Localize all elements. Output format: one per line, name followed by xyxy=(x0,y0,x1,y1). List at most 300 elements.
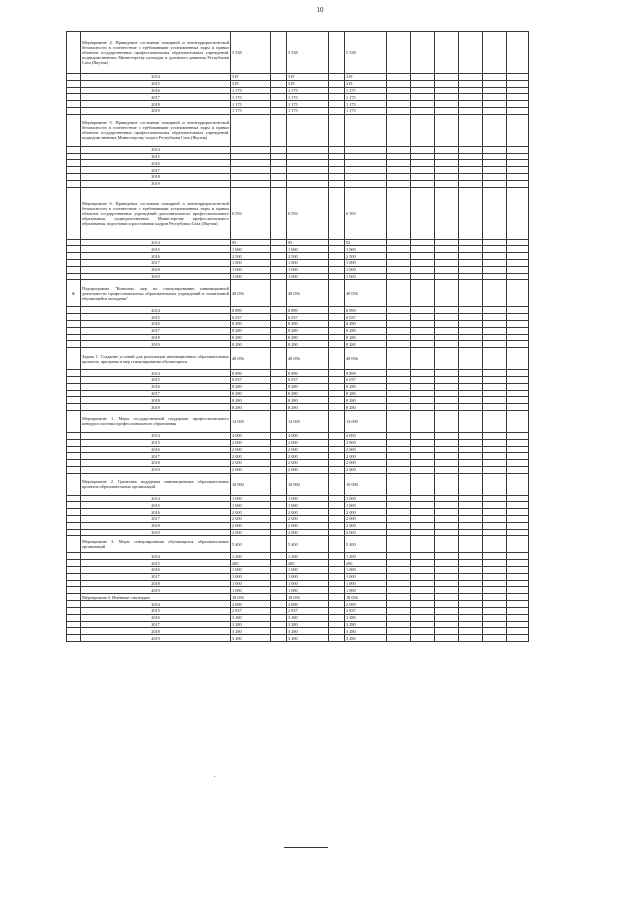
empty-cell xyxy=(387,594,411,601)
empty-cell xyxy=(435,314,459,321)
year-cell: 2014 xyxy=(81,495,231,502)
empty-cell xyxy=(411,608,435,615)
empty-cell xyxy=(483,601,507,608)
row-number-cell xyxy=(67,502,81,509)
empty-cell xyxy=(411,628,435,635)
total-value-cell: 5 338 xyxy=(231,32,271,74)
table-row-year xyxy=(67,587,529,594)
year-cell: 2016 xyxy=(81,87,231,94)
empty-cell xyxy=(459,146,483,153)
empty-cell xyxy=(483,466,507,473)
republic-value-cell: 319 xyxy=(345,80,387,87)
empty-cell xyxy=(271,259,287,266)
row-number-cell xyxy=(67,567,81,574)
empty-cell xyxy=(411,573,435,580)
empty-cell xyxy=(329,580,345,587)
empty-cell xyxy=(483,327,507,334)
empty-cell xyxy=(483,239,507,246)
empty-cell xyxy=(329,397,345,404)
empty-cell xyxy=(387,114,411,146)
empty-cell xyxy=(483,621,507,628)
empty-cell xyxy=(387,573,411,580)
empty-cell xyxy=(459,446,483,453)
empty-cell xyxy=(483,536,507,553)
empty-cell xyxy=(435,594,459,601)
empty-cell xyxy=(435,370,459,377)
empty-cell xyxy=(387,246,411,253)
republic-value-cell: 2 000 xyxy=(345,466,387,473)
budget-value-cell: 8 280 xyxy=(287,390,329,397)
empty-cell xyxy=(483,107,507,114)
empty-cell xyxy=(387,560,411,567)
empty-cell xyxy=(387,80,411,87)
empty-cell xyxy=(483,259,507,266)
budget-value-cell xyxy=(287,153,329,160)
empty-cell xyxy=(483,628,507,635)
empty-cell xyxy=(459,628,483,635)
empty-cell xyxy=(435,94,459,101)
budget-value-cell: 319 xyxy=(287,74,329,81)
republic-value-cell: 1 000 xyxy=(345,580,387,587)
empty-cell xyxy=(411,87,435,94)
empty-cell xyxy=(483,153,507,160)
year-cell: 2016 xyxy=(81,253,231,260)
total-value-cell xyxy=(231,153,271,160)
empty-cell xyxy=(435,307,459,314)
budget-value-cell: 2 837 xyxy=(287,608,329,615)
table-row-year xyxy=(67,266,529,273)
empty-cell xyxy=(483,114,507,146)
row-number-cell xyxy=(67,601,81,608)
empty-cell xyxy=(459,614,483,621)
empty-cell xyxy=(483,376,507,383)
empty-cell xyxy=(411,327,435,334)
republic-value-cell: 2 000 xyxy=(345,529,387,536)
empty-cell xyxy=(507,608,529,615)
republic-value-cell xyxy=(345,173,387,180)
budget-value-cell: 93 xyxy=(287,239,329,246)
row-number-cell xyxy=(67,273,81,280)
empty-cell xyxy=(411,167,435,174)
empty-cell xyxy=(459,460,483,467)
empty-cell xyxy=(411,580,435,587)
year-cell: 2018 xyxy=(81,397,231,404)
empty-cell xyxy=(483,383,507,390)
budget-value-cell: 2 000 xyxy=(287,453,329,460)
empty-cell xyxy=(329,439,345,446)
empty-cell xyxy=(411,439,435,446)
row-number-cell xyxy=(67,536,81,553)
empty-cell xyxy=(435,553,459,560)
empty-cell xyxy=(387,536,411,553)
empty-cell xyxy=(459,567,483,574)
empty-cell xyxy=(435,101,459,108)
table-row-year xyxy=(67,614,529,621)
empty-cell xyxy=(329,348,345,370)
empty-cell xyxy=(329,614,345,621)
empty-cell xyxy=(329,446,345,453)
table-row-year xyxy=(67,307,529,314)
empty-cell xyxy=(329,146,345,153)
section-name-cell: Мероприятие 1. Меры государственной поддержки профессионального конкурса системы профессионального образования xyxy=(81,410,231,432)
budget-value-cell: 2 500 xyxy=(287,253,329,260)
empty-cell xyxy=(271,107,287,114)
row-number-cell xyxy=(67,314,81,321)
empty-cell xyxy=(271,439,287,446)
table-row-year xyxy=(67,580,529,587)
empty-cell xyxy=(411,621,435,628)
empty-cell xyxy=(271,410,287,432)
row-number-cell xyxy=(67,404,81,411)
empty-cell xyxy=(411,495,435,502)
table-row-year xyxy=(67,432,529,439)
empty-cell xyxy=(507,180,529,187)
total-value-cell: 2 699 xyxy=(231,601,271,608)
empty-cell xyxy=(507,601,529,608)
row-number-cell xyxy=(67,466,81,473)
year-cell: 2018 xyxy=(81,101,231,108)
empty-cell xyxy=(387,259,411,266)
row-number-cell xyxy=(67,239,81,246)
budget-value-cell: 8 280 xyxy=(287,327,329,334)
total-value-cell: 5 400 xyxy=(231,536,271,553)
empty-cell xyxy=(411,587,435,594)
republic-value-cell: 8 899 xyxy=(345,307,387,314)
empty-cell xyxy=(459,509,483,516)
empty-cell xyxy=(483,502,507,509)
empty-cell xyxy=(507,594,529,601)
budget-value-cell: 8 280 xyxy=(287,397,329,404)
budget-value-cell: 2 000 xyxy=(287,446,329,453)
empty-cell xyxy=(435,87,459,94)
empty-cell xyxy=(387,404,411,411)
empty-cell xyxy=(507,334,529,341)
empty-cell xyxy=(483,560,507,567)
total-value-cell: 8 899 xyxy=(231,370,271,377)
total-value-cell: 3 280 xyxy=(231,621,271,628)
year-cell: 2014 xyxy=(81,74,231,81)
empty-cell xyxy=(459,432,483,439)
empty-cell xyxy=(271,153,287,160)
total-value-cell: 319 xyxy=(231,80,271,87)
empty-cell xyxy=(271,453,287,460)
empty-cell xyxy=(435,341,459,348)
empty-cell xyxy=(411,383,435,390)
empty-cell xyxy=(411,334,435,341)
republic-value-cell xyxy=(345,114,387,146)
empty-cell xyxy=(387,446,411,453)
empty-cell xyxy=(435,432,459,439)
budget-value-cell: 2 000 xyxy=(287,529,329,536)
empty-cell xyxy=(411,160,435,167)
empty-cell xyxy=(329,432,345,439)
total-value-cell: 8 899 xyxy=(231,307,271,314)
empty-cell xyxy=(387,173,411,180)
republic-value-cell: 1 175 xyxy=(345,87,387,94)
empty-cell xyxy=(435,383,459,390)
row-number-cell xyxy=(67,495,81,502)
empty-cell xyxy=(459,560,483,567)
empty-cell xyxy=(507,80,529,87)
empty-cell xyxy=(329,320,345,327)
empty-cell xyxy=(271,266,287,273)
empty-cell xyxy=(507,502,529,509)
empty-cell xyxy=(507,628,529,635)
empty-cell xyxy=(435,280,459,307)
total-value-cell: 8 280 xyxy=(231,404,271,411)
empty-cell xyxy=(459,107,483,114)
empty-cell xyxy=(387,397,411,404)
empty-cell xyxy=(387,522,411,529)
total-value-cell: 2 000 xyxy=(231,446,271,453)
empty-cell xyxy=(411,502,435,509)
empty-cell xyxy=(271,495,287,502)
empty-cell xyxy=(459,94,483,101)
total-value-cell: 8 280 xyxy=(231,341,271,348)
empty-cell xyxy=(507,341,529,348)
empty-cell xyxy=(411,74,435,81)
republic-value-cell: 3 280 xyxy=(345,635,387,642)
total-value-cell: 1 000 xyxy=(231,273,271,280)
budget-value-cell: 5 400 xyxy=(287,536,329,553)
empty-cell xyxy=(387,410,411,432)
empty-cell xyxy=(387,87,411,94)
empty-cell xyxy=(483,334,507,341)
empty-cell xyxy=(387,314,411,321)
empty-cell xyxy=(329,594,345,601)
empty-cell xyxy=(271,432,287,439)
republic-value-cell: 8 280 xyxy=(345,397,387,404)
empty-cell xyxy=(459,516,483,523)
empty-cell xyxy=(459,187,483,239)
empty-cell xyxy=(387,502,411,509)
budget-value-cell: 1 175 xyxy=(287,94,329,101)
year-cell: 2019 xyxy=(81,341,231,348)
total-value-cell: 10 000 xyxy=(231,473,271,495)
empty-cell xyxy=(459,553,483,560)
total-value-cell: 1 000 xyxy=(231,495,271,502)
table-row-year xyxy=(67,567,529,574)
year-cell: 2016 xyxy=(81,567,231,574)
empty-cell xyxy=(459,587,483,594)
budget-value-cell: 1 000 xyxy=(287,495,329,502)
year-cell: 2017 xyxy=(81,327,231,334)
empty-cell xyxy=(507,404,529,411)
budget-value-cell: 1 000 xyxy=(287,246,329,253)
empty-cell xyxy=(387,280,411,307)
section-name-cell: Мероприятие 4. Приведение состояния пожарной и антитеррористической безопасности в соответствие с требованиями установленных норм и правил объектов государственных профессиональных образовательных учреждений, подведомственных Министерству культуры и духовного развития Республики Саха (Якутия) xyxy=(81,32,231,74)
row-number-cell: 6 xyxy=(67,280,81,307)
section-name-cell: Мероприятие 3. Меры стимулирования обучающихся образовательных организаций xyxy=(81,536,231,553)
empty-cell xyxy=(435,580,459,587)
table-row-year xyxy=(67,553,529,560)
year-cell: 2014 xyxy=(81,370,231,377)
year-cell: 2018 xyxy=(81,266,231,273)
budget-value-cell: 8 899 xyxy=(287,307,329,314)
empty-cell xyxy=(271,522,287,529)
republic-value-cell: 2 000 xyxy=(345,522,387,529)
total-value-cell: 1 000 xyxy=(231,502,271,509)
row-number-cell xyxy=(67,348,81,370)
empty-cell xyxy=(271,114,287,146)
year-cell: 2017 xyxy=(81,621,231,628)
row-number-cell xyxy=(67,621,81,628)
row-number-cell xyxy=(67,376,81,383)
budget-value-cell: 1 200 xyxy=(287,553,329,560)
empty-cell xyxy=(435,376,459,383)
end-rule xyxy=(284,847,328,848)
republic-value-cell: 5 400 xyxy=(345,536,387,553)
empty-cell xyxy=(387,180,411,187)
empty-cell xyxy=(329,180,345,187)
empty-cell xyxy=(483,446,507,453)
empty-cell xyxy=(329,167,345,174)
row-number-cell xyxy=(67,253,81,260)
empty-cell xyxy=(459,80,483,87)
empty-cell xyxy=(507,160,529,167)
empty-cell xyxy=(483,273,507,280)
page-number: 10 xyxy=(316,6,324,14)
empty-cell xyxy=(387,94,411,101)
empty-cell xyxy=(459,153,483,160)
empty-cell xyxy=(507,439,529,446)
empty-cell xyxy=(459,114,483,146)
row-number-cell xyxy=(67,87,81,94)
empty-cell xyxy=(483,509,507,516)
year-cell: 2016 xyxy=(81,160,231,167)
year-cell: 2017 xyxy=(81,94,231,101)
empty-cell xyxy=(329,107,345,114)
empty-cell xyxy=(435,114,459,146)
empty-cell xyxy=(435,516,459,523)
budget-value-cell: 1 000 xyxy=(287,502,329,509)
budget-value-cell: 48 056 xyxy=(287,348,329,370)
budget-value-cell: 3 280 xyxy=(287,628,329,635)
row-number-cell xyxy=(67,334,81,341)
total-value-cell: 1 000 xyxy=(231,580,271,587)
empty-cell xyxy=(483,32,507,74)
table-row-year xyxy=(67,495,529,502)
empty-cell xyxy=(435,327,459,334)
empty-cell xyxy=(329,101,345,108)
row-number-cell xyxy=(67,529,81,536)
table-row-year xyxy=(67,259,529,266)
table-row-year xyxy=(67,320,529,327)
empty-cell xyxy=(387,580,411,587)
row-number-cell xyxy=(67,153,81,160)
budget-value-cell: 1 175 xyxy=(287,87,329,94)
empty-cell xyxy=(459,439,483,446)
republic-value-cell: 1 000 xyxy=(345,573,387,580)
empty-cell xyxy=(435,573,459,580)
empty-cell xyxy=(271,253,287,260)
table-row-year xyxy=(67,383,529,390)
empty-cell xyxy=(387,187,411,239)
table-row-year xyxy=(67,107,529,114)
budget-value-cell xyxy=(287,173,329,180)
budget-value-cell xyxy=(287,114,329,146)
row-number-cell xyxy=(67,320,81,327)
total-value-cell xyxy=(231,173,271,180)
table-row-year xyxy=(67,621,529,628)
empty-cell xyxy=(435,80,459,87)
empty-cell xyxy=(507,239,529,246)
empty-cell xyxy=(329,280,345,307)
year-cell: 2016 xyxy=(81,383,231,390)
empty-cell xyxy=(459,307,483,314)
year-cell: 2018 xyxy=(81,460,231,467)
row-number-cell xyxy=(67,608,81,615)
empty-cell xyxy=(387,74,411,81)
empty-cell xyxy=(329,635,345,642)
budget-value-cell: 2 000 xyxy=(287,516,329,523)
empty-cell xyxy=(387,101,411,108)
empty-cell xyxy=(329,516,345,523)
empty-cell xyxy=(435,495,459,502)
total-value-cell: 1 000 xyxy=(231,266,271,273)
empty-cell xyxy=(435,253,459,260)
empty-cell xyxy=(271,167,287,174)
table-row-year xyxy=(67,370,529,377)
republic-value-cell: 1 000 xyxy=(345,273,387,280)
empty-cell xyxy=(459,280,483,307)
republic-value-cell xyxy=(345,180,387,187)
republic-value-cell: 6 593 xyxy=(345,187,387,239)
empty-cell xyxy=(459,404,483,411)
empty-cell xyxy=(411,635,435,642)
empty-cell xyxy=(507,94,529,101)
empty-cell xyxy=(435,567,459,574)
republic-value-cell: 48 056 xyxy=(345,280,387,307)
table-row-year xyxy=(67,439,529,446)
budget-value-cell: 2 000 xyxy=(287,522,329,529)
empty-cell xyxy=(387,390,411,397)
empty-cell xyxy=(483,280,507,307)
table-row-section xyxy=(67,348,529,370)
empty-cell xyxy=(411,529,435,536)
empty-cell xyxy=(411,146,435,153)
empty-cell xyxy=(329,383,345,390)
budget-value-cell: 2 699 xyxy=(287,601,329,608)
total-value-cell: 2 000 xyxy=(231,466,271,473)
empty-cell xyxy=(411,453,435,460)
empty-cell xyxy=(271,614,287,621)
empty-cell xyxy=(329,327,345,334)
empty-cell xyxy=(459,32,483,74)
empty-cell xyxy=(271,80,287,87)
empty-cell xyxy=(435,439,459,446)
empty-cell xyxy=(329,466,345,473)
row-number-cell xyxy=(67,460,81,467)
empty-cell xyxy=(329,114,345,146)
empty-cell xyxy=(507,307,529,314)
total-value-cell: 2 837 xyxy=(231,608,271,615)
empty-cell xyxy=(387,601,411,608)
empty-cell xyxy=(387,348,411,370)
empty-cell xyxy=(459,410,483,432)
total-value-cell: 2 000 xyxy=(231,516,271,523)
table-row-year xyxy=(67,397,529,404)
empty-cell xyxy=(329,253,345,260)
empty-cell xyxy=(435,460,459,467)
empty-cell xyxy=(507,74,529,81)
year-cell: 2015 xyxy=(81,502,231,509)
empty-cell xyxy=(507,516,529,523)
empty-cell xyxy=(459,173,483,180)
empty-cell xyxy=(411,180,435,187)
year-cell: 2017 xyxy=(81,259,231,266)
row-number-cell xyxy=(67,573,81,580)
